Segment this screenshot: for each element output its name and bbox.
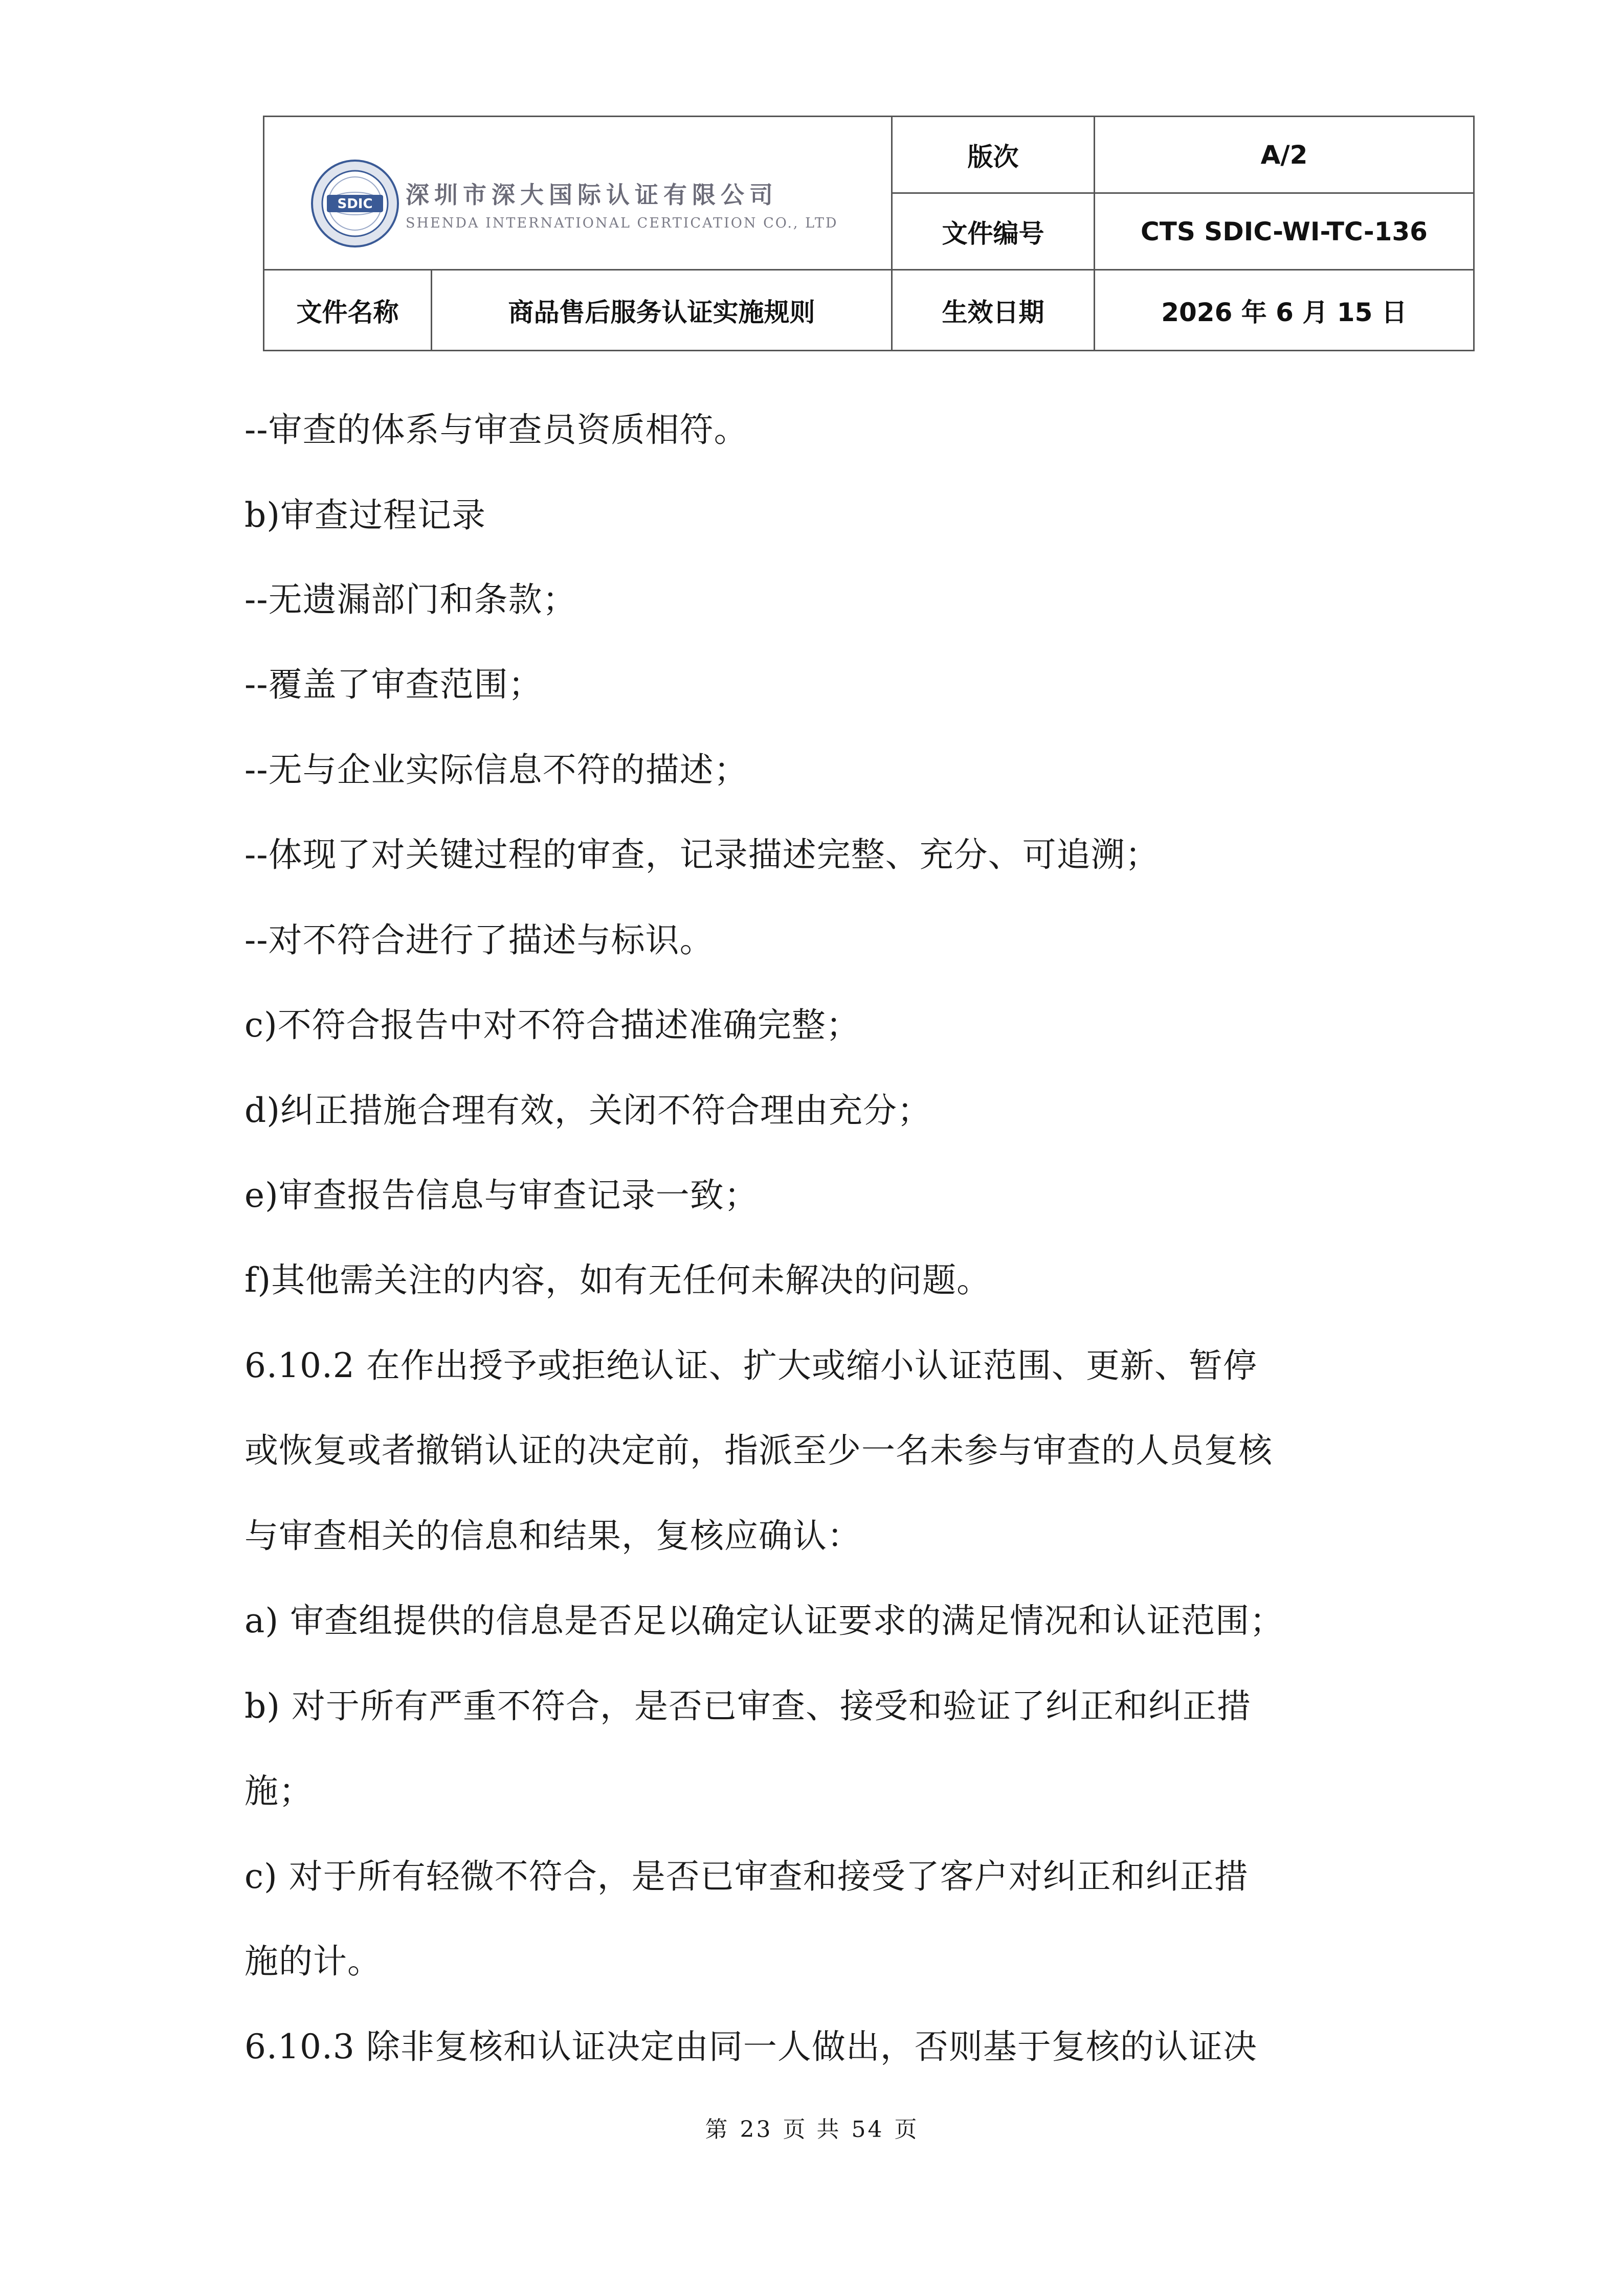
body-line: a) 审查组提供的信息是否足以确定认证要求的满足情况和认证范围； (244, 1601, 1284, 1640)
body-line: 或恢复或者撤销认证的决定前，指派至少一名未参与审查的人员复核 (244, 1431, 1273, 1470)
body-line: --审查的体系与审查员资质相符。 (244, 410, 748, 449)
body-line: 与审查相关的信息和结果，复核应确认： (244, 1516, 861, 1556)
total-pages: 54 (851, 2117, 884, 2143)
footer-mid: 页 共 (783, 2117, 841, 2143)
body-line: 施； (244, 1771, 313, 1811)
doc-number-value: CTS SDIC-WI-TC-136 (1095, 193, 1474, 270)
effective-date-value: 2026 年 6 月 15 日 (1095, 270, 1474, 351)
body-line: 6.10.2 在作出授予或拒绝认证、扩大或缩小认证范围、更新、暂停 (244, 1346, 1257, 1385)
sdic-seal-icon (309, 158, 401, 249)
page-footer (0, 2111, 1624, 2144)
body-line: --无与企业实际信息不符的描述； (244, 750, 748, 790)
current-page-number: 23 (740, 2117, 773, 2143)
body-line: b)审查过程记录 (244, 496, 486, 535)
body-line: b) 对于所有严重不符合，是否已审查、接受和验证了纠正和纠正措 (244, 1686, 1251, 1726)
body-line: 6.10.3 除非复核和认证决定由同一人做出，否则基于复核的认证决 (244, 2027, 1257, 2066)
effective-date-label: 生效日期 (892, 270, 1095, 351)
body-line: 施的计。 (244, 1942, 382, 1981)
body-line: --对不符合进行了描述与标识。 (244, 920, 714, 960)
company-name-en: SHENDA INTERNATIONAL CERTICATION CO., LTD (406, 215, 838, 231)
body-line: --无遗漏部门和条款； (244, 580, 577, 619)
doc-number-label: 文件编号 (892, 193, 1095, 270)
body-line: c) 对于所有轻微不符合，是否已审查和接受了客户对纠正和纠正措 (244, 1857, 1249, 1896)
footer-prefix: 第 (705, 2117, 730, 2143)
company-name-cn: 深圳市深大国际认证有限公司 (406, 181, 778, 209)
document-header-table (263, 116, 1475, 351)
body-line: f)其他需关注的内容，如有无任何未解决的问题。 (244, 1260, 991, 1300)
version-value: A/2 (1095, 117, 1474, 193)
version-label: 版次 (892, 117, 1095, 193)
body-line: e)审查报告信息与审查记录一致； (244, 1176, 759, 1215)
company-logo (309, 158, 838, 249)
company-logo-cell (264, 117, 892, 270)
body-line: --覆盖了审查范围； (244, 665, 543, 704)
body-line: d)纠正措施合理有效，关闭不符合理由充分； (244, 1091, 931, 1130)
footer-suffix: 页 (894, 2117, 919, 2143)
body-line: --体现了对关键过程的审查，记录描述完整、充分、可追溯； (244, 835, 1160, 874)
body-line: c)不符合报告中对不符合描述准确完整； (244, 1005, 860, 1045)
doc-name-value: 商品售后服务认证实施规则 (432, 270, 892, 351)
logo-text: SDIC (337, 196, 373, 212)
doc-name-label: 文件名称 (264, 270, 432, 351)
